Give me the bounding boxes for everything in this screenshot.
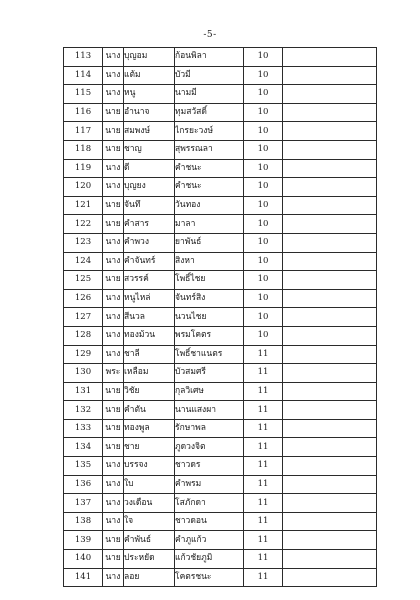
score-cell: 10 (244, 103, 283, 122)
last-name: คำพรม (175, 475, 244, 494)
last-name: นามมี (175, 85, 244, 104)
table-row (64, 326, 377, 345)
last-name: ภูดวงจิต (175, 438, 244, 457)
first-name: ทองม้วน (124, 326, 175, 345)
row-number: 128 (64, 326, 103, 345)
score-cell: 11 (244, 494, 283, 513)
first-name: คำสาร (124, 215, 175, 234)
note-cell (283, 382, 377, 401)
score-cell: 10 (244, 122, 283, 141)
score-cell: 10 (244, 159, 283, 178)
score-cell: 11 (244, 531, 283, 550)
name-title: นาง (103, 178, 124, 197)
last-name: บัวสมศรี (175, 364, 244, 383)
note-cell (283, 345, 377, 364)
first-name: ทองพูล (124, 419, 175, 438)
first-name: หนู (124, 85, 175, 104)
last-name: โพธิ์ชาแนตร (175, 345, 244, 364)
table-row (64, 531, 377, 550)
note-cell (283, 531, 377, 550)
score-cell: 11 (244, 364, 283, 383)
row-number: 116 (64, 103, 103, 122)
name-title: นาย (103, 550, 124, 569)
note-cell (283, 271, 377, 290)
row-number: 141 (64, 568, 103, 587)
table-row (64, 438, 377, 457)
last-name: นานแสงผา (175, 401, 244, 420)
row-number: 127 (64, 308, 103, 327)
last-name: โสภักดา (175, 494, 244, 513)
row-number: 113 (64, 48, 103, 67)
name-title: นาง (103, 494, 124, 513)
note-cell (283, 103, 377, 122)
note-cell (283, 438, 377, 457)
roster-body (64, 48, 377, 587)
last-name: โคตรชนะ (175, 568, 244, 587)
last-name: คำชนะ (175, 159, 244, 178)
row-number: 140 (64, 550, 103, 569)
note-cell (283, 364, 377, 383)
row-number: 130 (64, 364, 103, 383)
row-number: 124 (64, 252, 103, 271)
score-cell: 11 (244, 419, 283, 438)
table-row (64, 494, 377, 513)
first-name: บรรจง (124, 457, 175, 476)
row-number: 138 (64, 512, 103, 531)
score-cell: 11 (244, 401, 283, 420)
name-title: นาง (103, 233, 124, 252)
row-number: 129 (64, 345, 103, 364)
score-cell: 10 (244, 178, 283, 197)
first-name: อำนาจ (124, 103, 175, 122)
name-title: นาง (103, 85, 124, 104)
first-name: ชาลี (124, 345, 175, 364)
row-number: 115 (64, 85, 103, 104)
score-cell: 11 (244, 512, 283, 531)
score-cell: 10 (244, 289, 283, 308)
note-cell (283, 308, 377, 327)
note-cell (283, 140, 377, 159)
score-cell: 10 (244, 252, 283, 271)
last-name: คำชนะ (175, 178, 244, 197)
name-title: นาย (103, 103, 124, 122)
score-cell: 11 (244, 568, 283, 587)
note-cell (283, 252, 377, 271)
table-row (64, 178, 377, 197)
score-cell: 10 (244, 85, 283, 104)
note-cell (283, 419, 377, 438)
note-cell (283, 401, 377, 420)
first-name: บุญยง (124, 178, 175, 197)
name-title: นาย (103, 271, 124, 290)
name-title: นาง (103, 326, 124, 345)
first-name: บุญอม (124, 48, 175, 67)
last-name: ทุมสวัสดิ์ (175, 103, 244, 122)
first-name: ชาญ (124, 140, 175, 159)
row-number: 114 (64, 66, 103, 85)
table-row (64, 401, 377, 420)
roster-table (63, 47, 377, 587)
last-name: แก้วชัยภูมิ (175, 550, 244, 569)
first-name: สมพงษ์ (124, 122, 175, 141)
last-name: บัวมี (175, 66, 244, 85)
note-cell (283, 457, 377, 476)
last-name: ยาพันธ์ (175, 233, 244, 252)
score-cell: 11 (244, 457, 283, 476)
table-row (64, 140, 377, 159)
name-title: นาง (103, 512, 124, 531)
last-name: ชาวดอน (175, 512, 244, 531)
row-number: 122 (64, 215, 103, 234)
name-title: นาง (103, 475, 124, 494)
score-cell: 10 (244, 48, 283, 67)
name-title: นาง (103, 308, 124, 327)
row-number: 125 (64, 271, 103, 290)
row-number: 121 (64, 196, 103, 215)
last-name: สุพรรณลา (175, 140, 244, 159)
table-row (64, 382, 377, 401)
table-row (64, 66, 377, 85)
first-name: จันทึ (124, 196, 175, 215)
note-cell (283, 512, 377, 531)
note-cell (283, 568, 377, 587)
name-title: นาย (103, 196, 124, 215)
last-name: สิงหา (175, 252, 244, 271)
note-cell (283, 159, 377, 178)
table-row (64, 475, 377, 494)
table-row (64, 364, 377, 383)
name-title: นาย (103, 382, 124, 401)
note-cell (283, 475, 377, 494)
name-title: นาง (103, 66, 124, 85)
table-row (64, 196, 377, 215)
last-name: กุลวิเศษ (175, 382, 244, 401)
name-title: นาง (103, 159, 124, 178)
row-number: 137 (64, 494, 103, 513)
first-name: สวรรค์ (124, 271, 175, 290)
table-row (64, 122, 377, 141)
name-title: นาง (103, 48, 124, 67)
score-cell: 11 (244, 438, 283, 457)
first-name: ใจ (124, 512, 175, 531)
first-name: คำตัน (124, 401, 175, 420)
name-title: นาง (103, 252, 124, 271)
table-row (64, 457, 377, 476)
score-cell: 11 (244, 550, 283, 569)
score-cell: 10 (244, 233, 283, 252)
name-title: นาย (103, 531, 124, 550)
row-number: 139 (64, 531, 103, 550)
table-row (64, 419, 377, 438)
note-cell (283, 85, 377, 104)
score-cell: 10 (244, 326, 283, 345)
score-cell: 11 (244, 382, 283, 401)
note-cell (283, 122, 377, 141)
name-title: นาง (103, 345, 124, 364)
table-row (64, 48, 377, 67)
score-cell: 11 (244, 475, 283, 494)
table-row (64, 103, 377, 122)
table-row (64, 550, 377, 569)
row-number: 117 (64, 122, 103, 141)
last-name: โพธิ์ไชย (175, 271, 244, 290)
last-name: ชาวดร (175, 457, 244, 476)
last-name: คำภูแก้ว (175, 531, 244, 550)
first-name: ลอย (124, 568, 175, 587)
first-name: ดี (124, 159, 175, 178)
first-name: สีนวล (124, 308, 175, 327)
score-cell: 10 (244, 140, 283, 159)
row-number: 132 (64, 401, 103, 420)
last-name: รักษาพล (175, 419, 244, 438)
table-row (64, 233, 377, 252)
name-title: นาง (103, 568, 124, 587)
row-number: 123 (64, 233, 103, 252)
table-row (64, 308, 377, 327)
table-row (64, 85, 377, 104)
score-cell: 11 (244, 345, 283, 364)
score-cell: 10 (244, 66, 283, 85)
name-title: นาย (103, 419, 124, 438)
last-name: จันทร์สิง (175, 289, 244, 308)
row-number: 135 (64, 457, 103, 476)
name-title: พระ (103, 364, 124, 383)
name-title: นาย (103, 140, 124, 159)
last-name: พรมโคตร (175, 326, 244, 345)
note-cell (283, 289, 377, 308)
name-title: นาย (103, 122, 124, 141)
first-name: ใบ (124, 475, 175, 494)
last-name: ก้อนพิลา (175, 48, 244, 67)
note-cell (283, 233, 377, 252)
first-name: วงเดือน (124, 494, 175, 513)
note-cell (283, 48, 377, 67)
row-number: 126 (64, 289, 103, 308)
table-row (64, 568, 377, 587)
note-cell (283, 550, 377, 569)
first-name: หนูไหล่ (124, 289, 175, 308)
last-name: ไกรยะวงษ์ (175, 122, 244, 141)
table-row (64, 512, 377, 531)
last-name: มาลา (175, 215, 244, 234)
row-number: 134 (64, 438, 103, 457)
name-title: นาย (103, 215, 124, 234)
first-name: แต้ม (124, 66, 175, 85)
first-name: คำพันธ์ (124, 531, 175, 550)
page-number: -5- (203, 30, 217, 40)
note-cell (283, 215, 377, 234)
score-cell: 10 (244, 215, 283, 234)
row-number: 133 (64, 419, 103, 438)
table-row (64, 215, 377, 234)
row-number: 120 (64, 178, 103, 197)
score-cell: 10 (244, 196, 283, 215)
last-name: นวนไชย (175, 308, 244, 327)
table-row (64, 289, 377, 308)
name-title: นาย (103, 401, 124, 420)
first-name: คำพวง (124, 233, 175, 252)
first-name: ประหยัด (124, 550, 175, 569)
row-number: 119 (64, 159, 103, 178)
table-row (64, 159, 377, 178)
first-name: คำจันทร์ (124, 252, 175, 271)
first-name: เหลือม (124, 364, 175, 383)
row-number: 136 (64, 475, 103, 494)
name-title: นาง (103, 289, 124, 308)
last-name: วันทอง (175, 196, 244, 215)
row-number: 118 (64, 140, 103, 159)
row-number: 131 (64, 382, 103, 401)
table-row (64, 271, 377, 290)
note-cell (283, 66, 377, 85)
name-title: นาย (103, 438, 124, 457)
score-cell: 10 (244, 308, 283, 327)
note-cell (283, 326, 377, 345)
first-name: วิชัย (124, 382, 175, 401)
table-row (64, 252, 377, 271)
score-cell: 10 (244, 271, 283, 290)
name-title: นาง (103, 457, 124, 476)
note-cell (283, 196, 377, 215)
note-cell (283, 494, 377, 513)
first-name: ชาย (124, 438, 175, 457)
table-row (64, 345, 377, 364)
note-cell (283, 178, 377, 197)
